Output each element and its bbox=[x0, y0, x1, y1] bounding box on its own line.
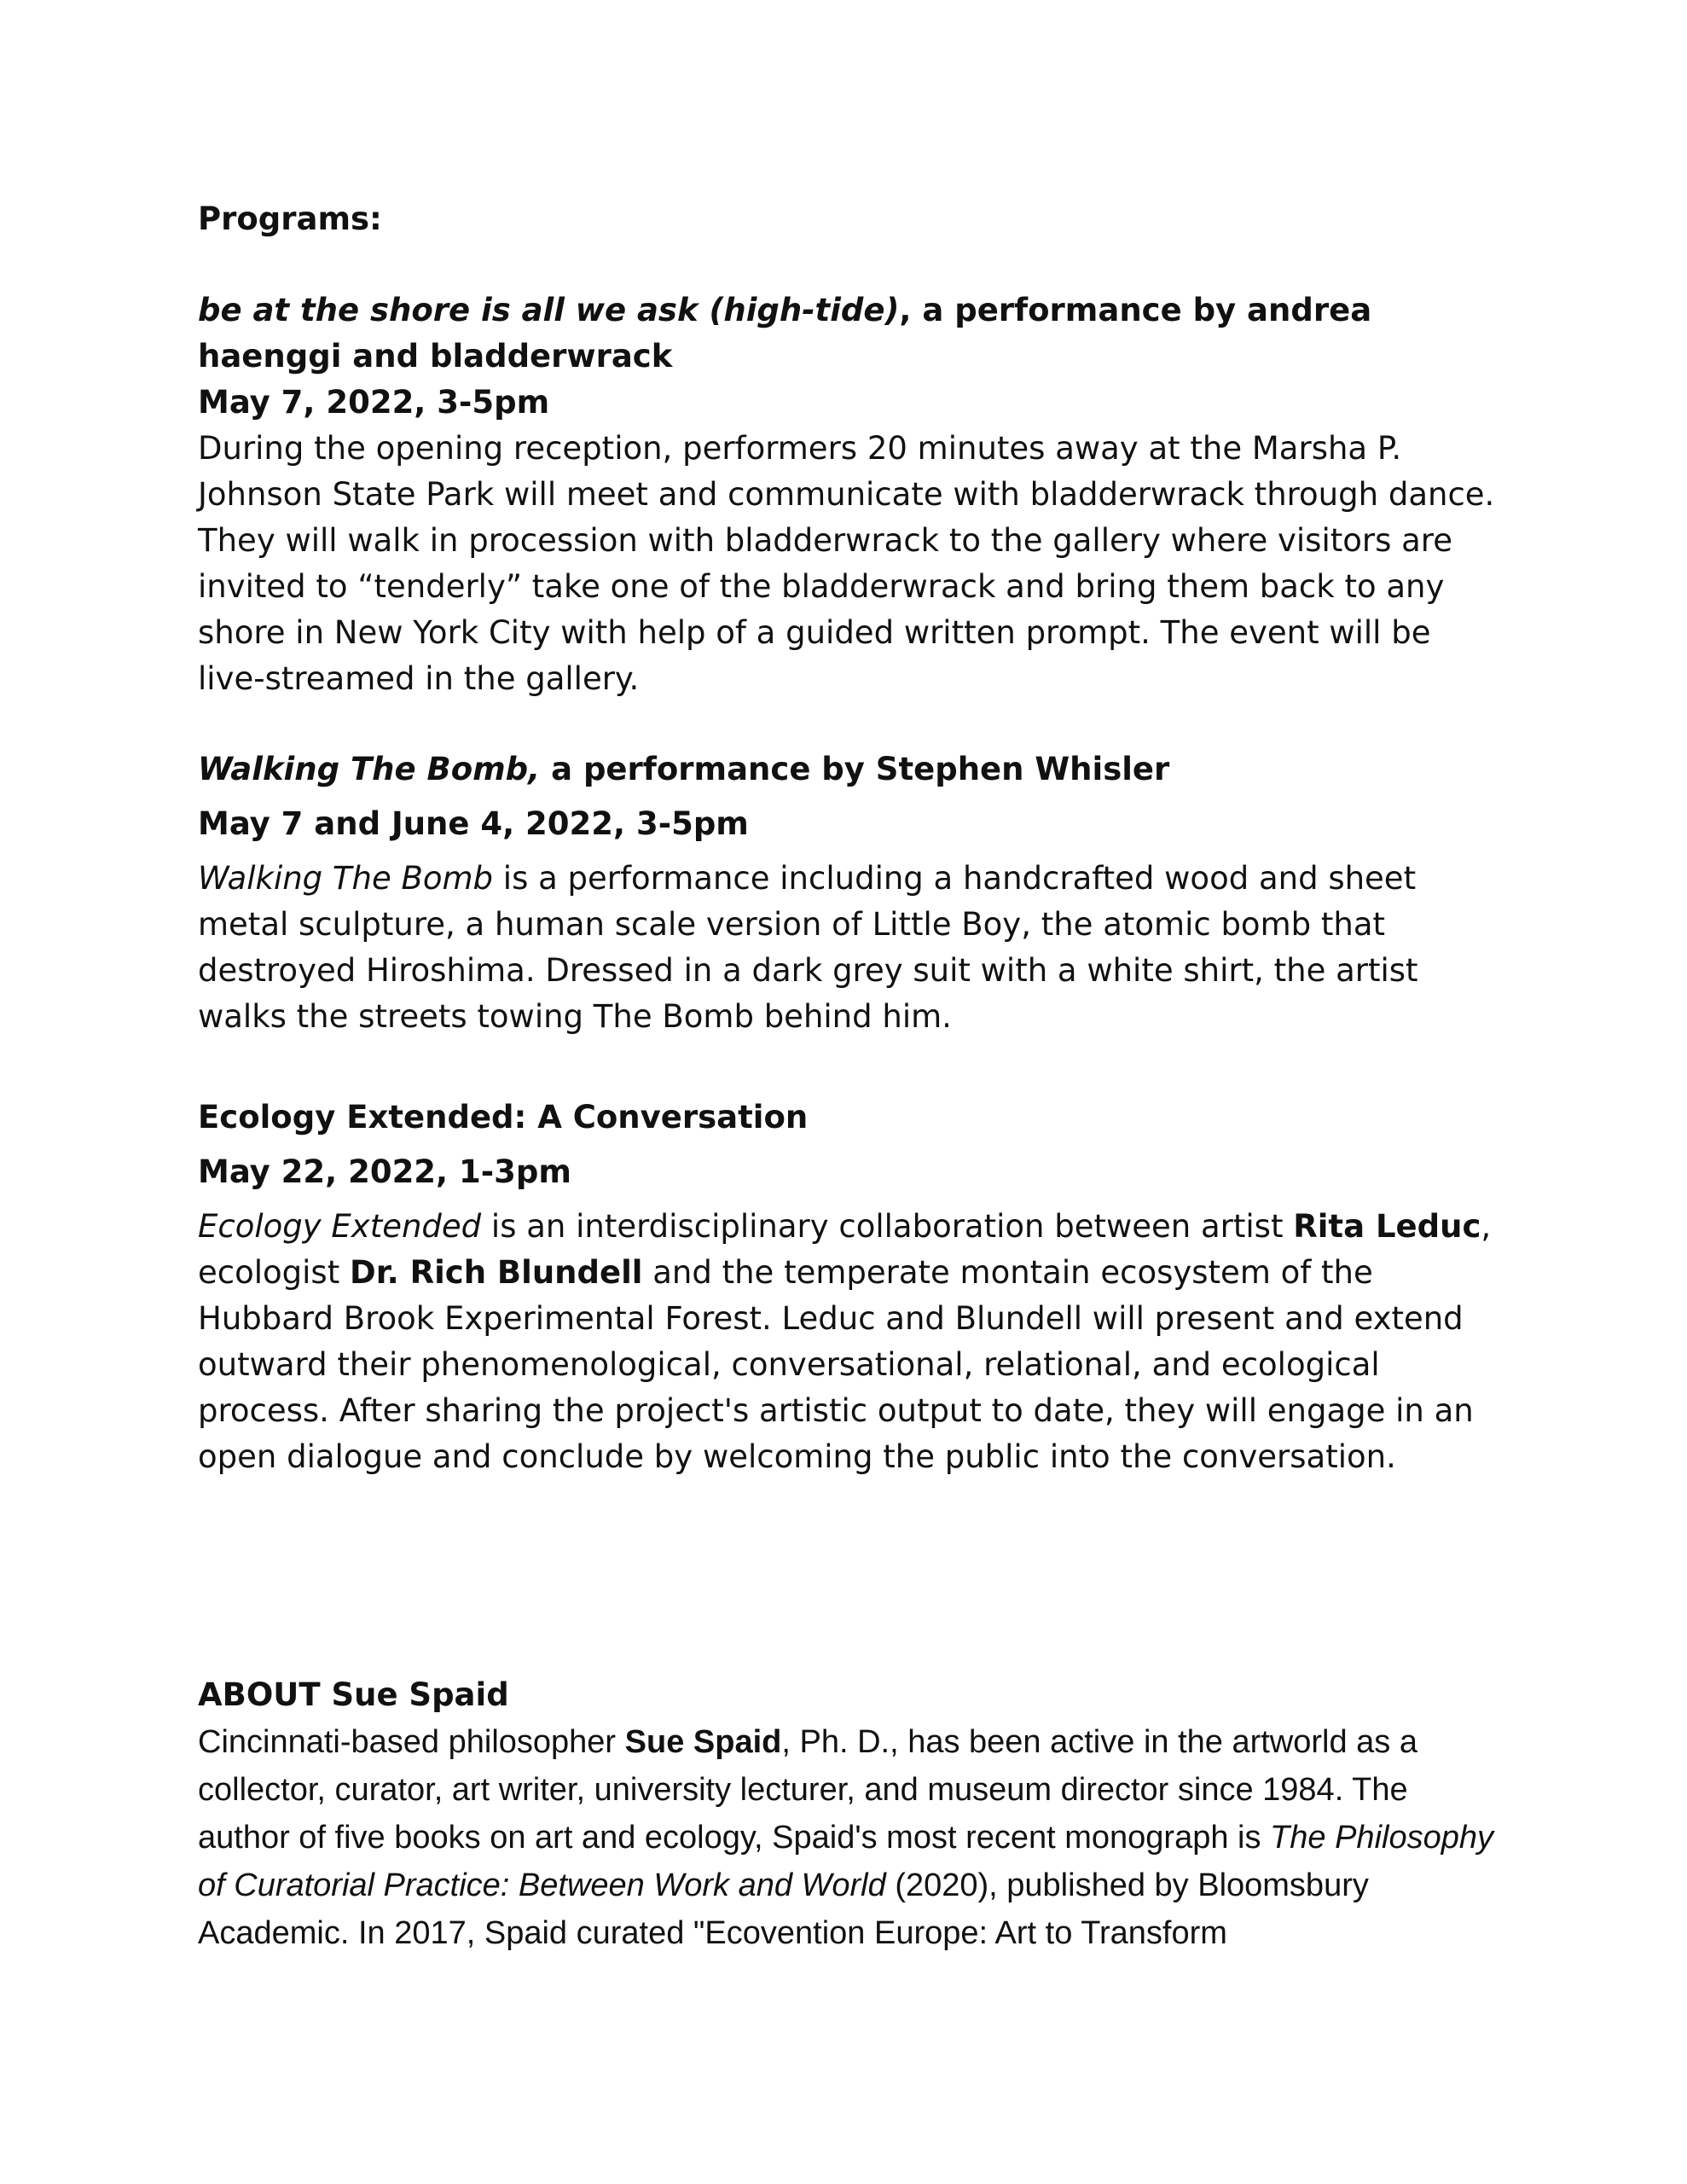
about-heading: ABOUT Sue Spaid bbox=[198, 1676, 509, 1713]
program-3-description bbox=[198, 1204, 1503, 1480]
programs-heading: Programs: bbox=[198, 200, 382, 237]
program-2-description bbox=[198, 856, 1503, 1040]
ecologist-name-rich-blundell: Dr. Rich Blundell bbox=[349, 1254, 643, 1291]
program-2-title bbox=[198, 746, 1503, 793]
program-3-title: Ecology Extended: A Conversation bbox=[198, 1099, 809, 1136]
program-1-title-italic: be at the shore is all we ask (high-tide) bbox=[198, 292, 900, 328]
program-1-title bbox=[198, 288, 1503, 380]
program-2-title-italic: Walking The Bomb, bbox=[198, 751, 541, 787]
program-3-desc-part3: and the temperate montain ecosystem of the Hubbard Brook Experimental Forest. Leduc and Blundell will present and extend outward their phenomenological, conversational, relational, and ecological process. After sharing the project's artistic output to date, they will engage in an open dialogue and conclude by welcoming the public into the conversation. bbox=[198, 1254, 1474, 1475]
program-2-desc-rest: is a performance including a handcrafted wood and sheet metal sculpture, a human scale version of Little Boy, the atomic bomb that destroyed Hiroshima. Dressed in a dark grey suit with a white shirt, the artist walks the streets towing The Bomb behind him. bbox=[198, 860, 1418, 1035]
program-2-title-rest: a performance by Stephen Whisler bbox=[540, 751, 1170, 787]
program-3-desc-part1: is an interdisciplinary collaboration between artist bbox=[481, 1208, 1294, 1245]
about-book-title: The Philosophy of Curatorial Practice: Between Work and World bbox=[198, 1820, 1493, 1903]
program-1 bbox=[198, 288, 1503, 702]
program-3 bbox=[198, 1095, 1503, 1480]
program-2 bbox=[198, 746, 1503, 1040]
about-body bbox=[198, 1718, 1503, 1957]
program-1-description: During the opening reception, performers 20 minutes away at the Marsha P. Johnson State Park will meet and communicate with bladderwrack through dance. They will walk in procession with bladderwrack to the gallery where visitors are invited to “tenderly” take one of the bladderwrack and bring them back to any shore in New York City with help of a guided written prompt. The event will be live-streamed in the gallery. bbox=[198, 430, 1495, 697]
about-part1: Cincinnati-based philosopher bbox=[198, 1724, 625, 1760]
artist-name-rita-leduc: Rita Leduc bbox=[1293, 1208, 1481, 1245]
program-3-desc-italic: Ecology Extended bbox=[198, 1208, 482, 1245]
program-1-date: May 7, 2022, 3-5pm bbox=[198, 384, 550, 421]
program-2-desc-italic: Walking The Bomb bbox=[198, 860, 494, 897]
program-3-desc-part2: , ecologist bbox=[198, 1208, 1492, 1291]
about-part3: (2020), published by Bloomsbury Academic. In 2017, Spaid curated "Ecovention Europe: Art to Transform bbox=[198, 1867, 1369, 1951]
about-part2: , Ph. D., has been active in the artworld as a collector, curator, art writer, university lecturer, and museum director since 1984. The author of five books on art and ecology, Spaid's most recent monograph is bbox=[198, 1724, 1417, 1856]
about-bold-name: Sue Spaid bbox=[624, 1724, 782, 1760]
about-section bbox=[198, 1672, 1503, 1957]
program-3-date: May 22, 2022, 1-3pm bbox=[198, 1153, 571, 1190]
program-1-title-rest: , a performance by andrea haenggi and bladderwrack bbox=[198, 292, 1372, 375]
program-2-date: May 7 and June 4, 2022, 3-5pm bbox=[198, 805, 749, 842]
